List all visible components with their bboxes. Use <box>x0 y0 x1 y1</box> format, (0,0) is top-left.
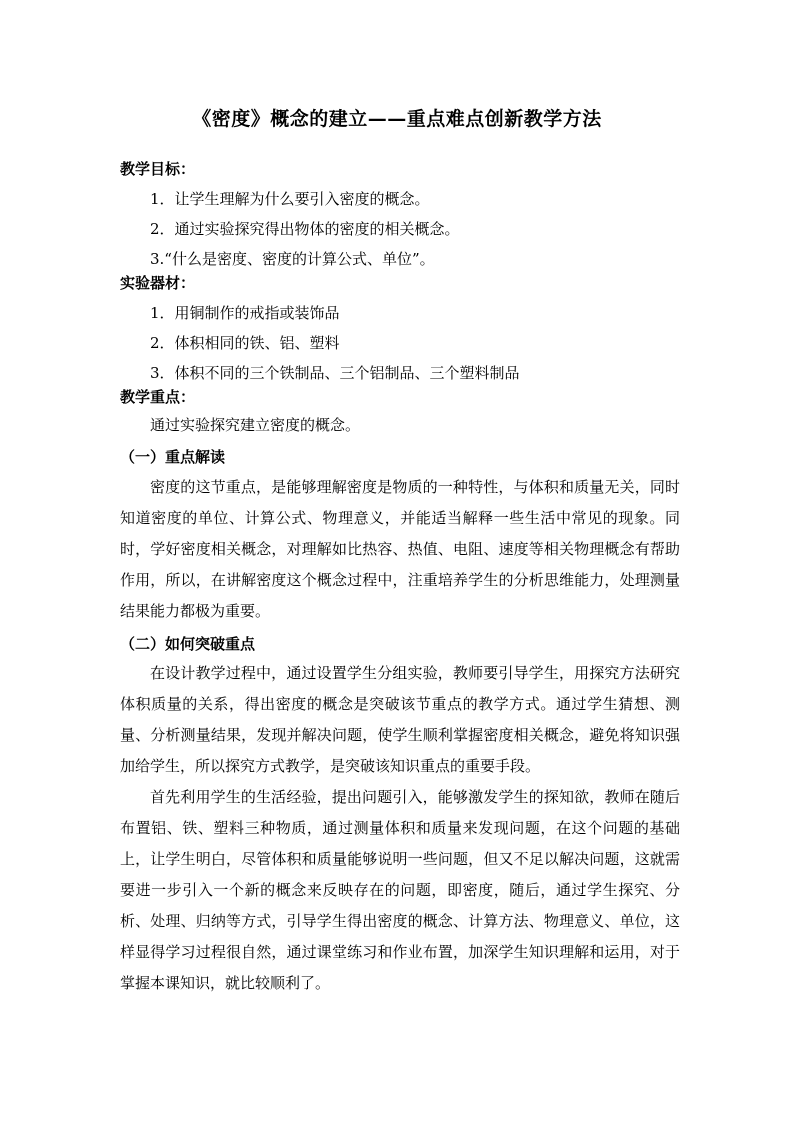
key-point-heading: 教学重点： <box>120 388 196 406</box>
goal-item-1: 1．让学生理解为什么要引入密度的概念。 <box>150 190 430 208</box>
equipment-heading: 实验器材： <box>120 274 196 292</box>
goal-item-3: 3.“什么是密度、密度的计算公式、单位”。 <box>150 250 435 268</box>
document-title: 《密度》概念的建立——重点难点创新教学方法 <box>192 108 602 130</box>
goal-item-2: 2．通过实验探究得出物体的密度的相关概念。 <box>150 220 460 238</box>
equipment-item-1: 1．用铜制作的戒指或装饰品 <box>150 304 340 322</box>
section1-paragraph: 密度的这节重点，是能够理解密度是物质的一种特性，与体积和质量无关，同时知道密度的单位、计算公式、物理意义，并能适当解释一些生活中常见的现象。同时，学好密度相关概念，对理解如比热容、热值、电阻、速度等相关物理概念有帮助作用，所以，在讲解密度这个概念过程中，注重培养学生的分析思维能力，处理测量结果能力都极为重要。 <box>120 478 680 620</box>
section2-paragraph-2: 首先利用学生的生活经验，提出问题引入，能够激发学生的探知欲，教师在随后布置铝、铁、塑料三种物质，通过测量体积和质量来发现问题，在这个问题的基础上，让学生明白，尽管体积和质量能够说明一些问题，但又不足以解决问题，这就需要进一步引入一个新的概念来反映存在的问题，即密度，随后，通过学生探究、分析、处理、归纳等方式，引导学生得出密度的概念、计算方法、物理意义、单位，这样显得学习过程很自然，通过课堂练习和作业布置，加深学生知识理解和运用，对于掌握本课知识，就比较顺利了。 <box>120 788 680 992</box>
section1-heading: （一）重点解读 <box>120 448 226 466</box>
goals-heading: 教学目标： <box>120 160 196 178</box>
key-point-text: 通过实验探究建立密度的概念。 <box>150 416 361 434</box>
equipment-item-3: 3．体积不同的三个铁制品、三个铝制品、三个塑料制品 <box>150 364 520 382</box>
section2-heading: （二）如何突破重点 <box>120 635 256 653</box>
equipment-item-2: 2．体积相同的铁、铝、塑料 <box>150 334 340 352</box>
section2-paragraph-1: 在设计教学过程中，通过设置学生分组实验，教师要引导学生，用探究方法研究体积质量的关系，得出密度的概念是突破该节重点的教学方式。通过学生猜想、测量、分析测量结果，发现并解决问题，使学生顺利掌握密度相关概念，避免将知识强加给学生，所以探究方式教学，是突破该知识重点的重要手段。 <box>120 664 680 775</box>
